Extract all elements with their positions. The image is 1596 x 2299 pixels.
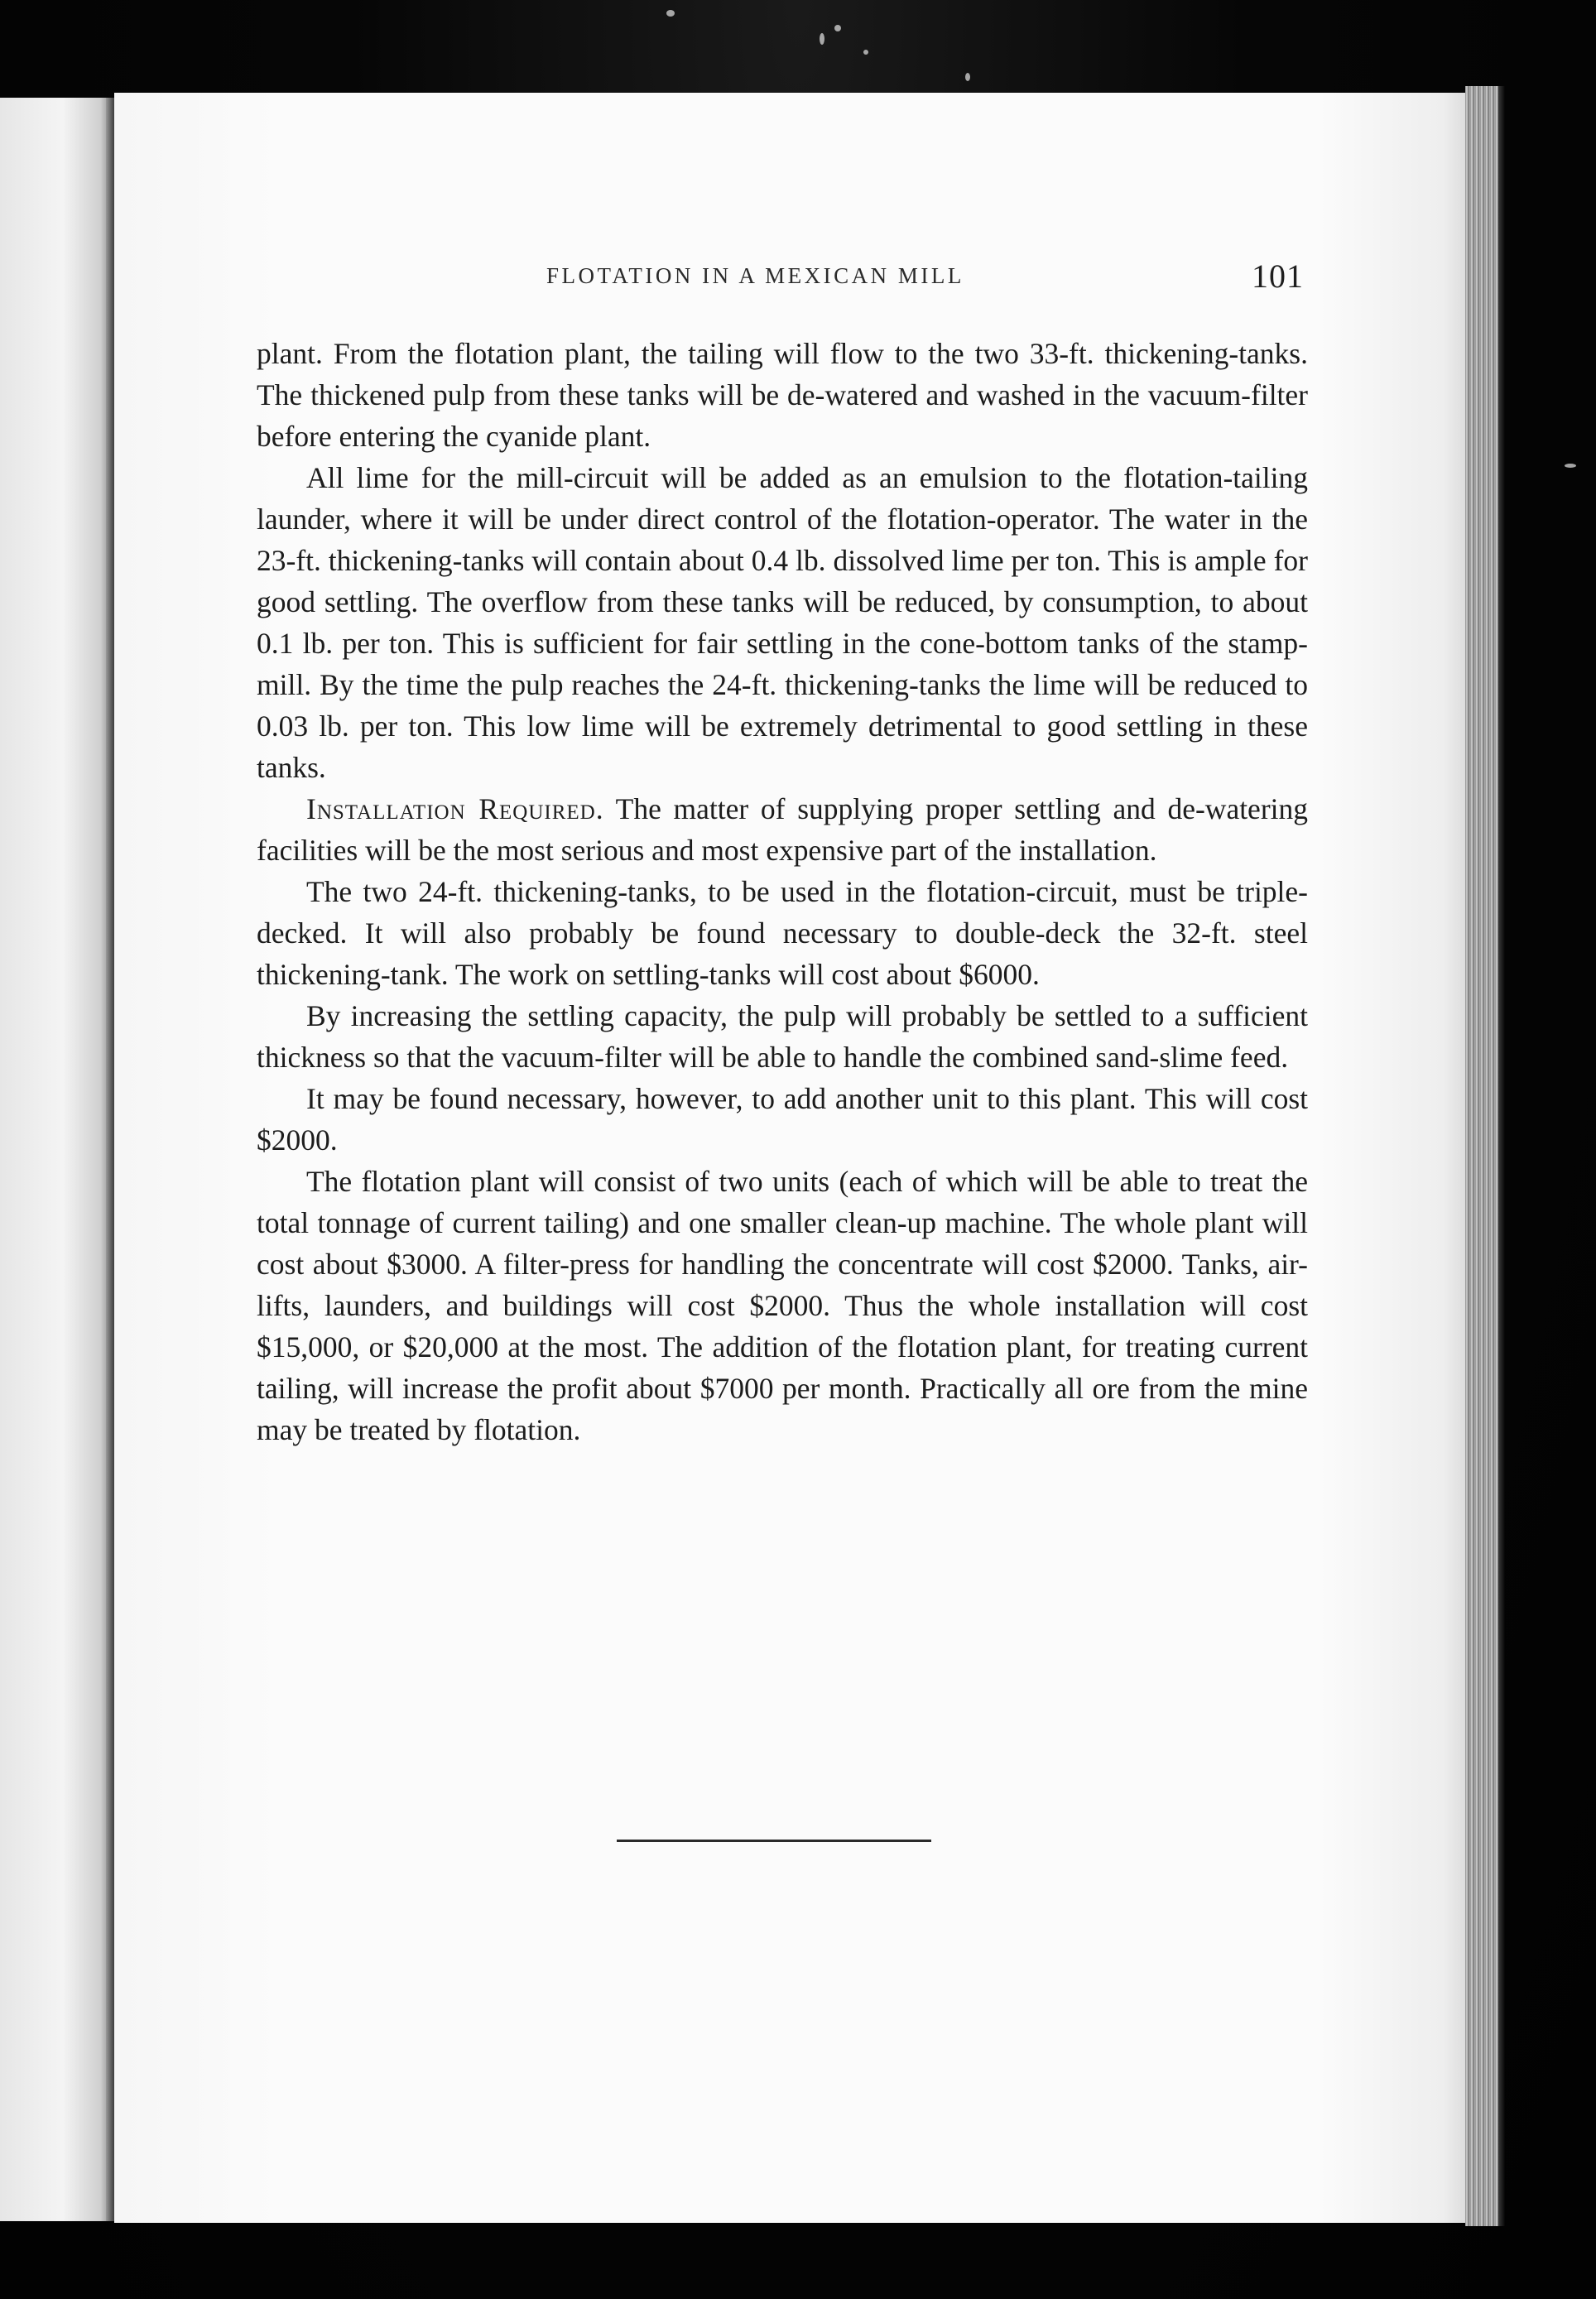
paragraph: plant. From the flotation plant, the tailing will flow to the two 33-ft. thickening-tanks. The thickened pulp from these tanks will be de-watered and washed in the vacuum-filter before entering the cyanide plant. — [257, 337, 1308, 453]
dust-speck — [965, 73, 970, 81]
page-number: 101 — [1252, 257, 1304, 295]
dust-speck — [1565, 464, 1576, 468]
body-text — [257, 333, 1308, 1450]
paragraph-text: The matter of supplying proper settling and de-watering facilities will be the most serious and most expensive part of the installation. — [257, 792, 1309, 867]
dust-speck — [834, 25, 841, 31]
page-edge-stack — [1465, 86, 1498, 2226]
running-header: FLOTATION IN A MEXICAN MILL — [546, 263, 964, 288]
end-rule — [617, 1840, 931, 1842]
paragraph: The flotation plant will consist of two units (each of which will be able to treat the total tonnage of current tailing) and one smaller clean-up machine. The whole plant will cost about $3000. A filter-press for handling the concentrate will cost $2000. Tanks, air-lifts, launders, and buildings will cost $2000. Thus the whole installation will cost $15,000, or $20,000 at the most. The addition of the flotation plant, for treating current tailing, will increase the profit about $7000 per month. Practically all ore from the mine may be treated by flotation. — [257, 1165, 1308, 1446]
dust-speck — [820, 33, 824, 45]
facing-page-edge — [0, 98, 114, 2221]
dust-speck — [863, 50, 868, 55]
paragraph: The two 24-ft. thickening-tanks, to be used in the flotation-circuit, must be triple-decked. It will also probably be found necessary to double-deck the 32-ft. steel thickening-tank. The work on settling-tanks will cost about $6000. — [257, 875, 1308, 991]
paragraph: By increasing the settling capacity, the pulp will probably be settled to a sufficient thickness so that the vacuum-filter will be able to handle the combined sand-slime feed. — [257, 999, 1308, 1074]
paragraph: All lime for the mill-circuit will be added as an emulsion to the flotation-tailing launder, where it will be under direct control of the flotation-operator. The water in the 23-ft. thickening-tanks will contain about 0.4 lb. dissolved lime per ton. This is ample for good settling. The overflow from these tanks will be reduced, by consumption, to about 0.1 lb. per ton. This is sufficient for fair settling in the cone-bottom tanks of the stamp-mill. By the time the pulp reaches the 24-ft. thickening-tanks the lime will be reduced to 0.03 lb. per ton. This low lime will be extremely detrimental to good settling in these tanks. — [257, 461, 1308, 784]
paragraph: It may be found necessary, however, to add another unit to this plant. This will cost $2000. — [257, 1082, 1308, 1157]
section-heading: Installation Required. — [306, 792, 604, 825]
dust-speck — [666, 10, 675, 17]
paragraph — [257, 788, 1308, 871]
